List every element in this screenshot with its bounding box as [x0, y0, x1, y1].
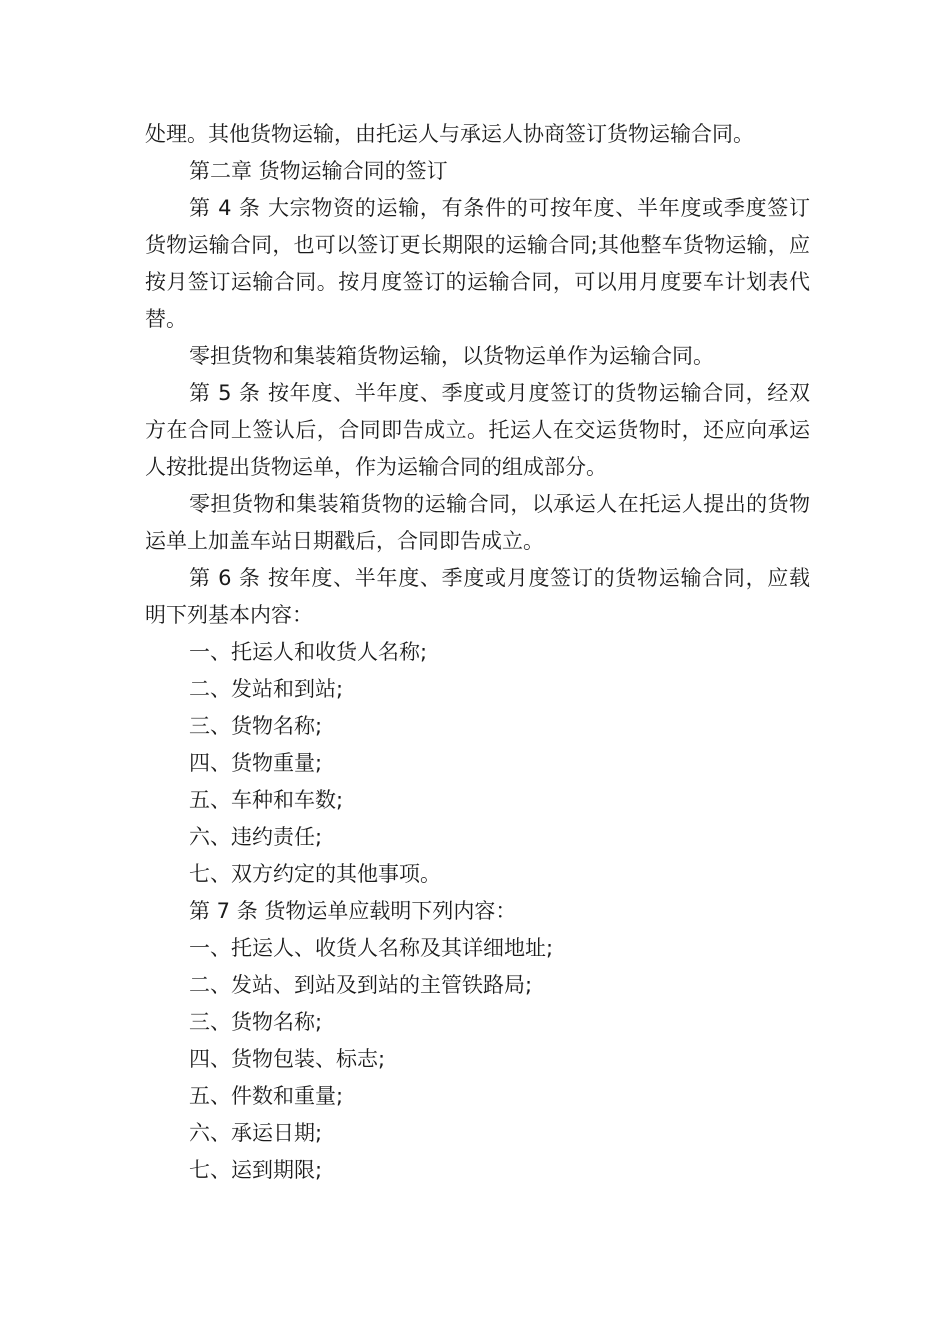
- document-body: [145, 116, 810, 1189]
- article-7-item-5: 五、件数和重量;: [189, 1084, 344, 1108]
- article-6-item-2: 二、发站和到站;: [189, 677, 344, 701]
- article-7-item-2: 二、发站、到站及到站的主管铁路局;: [189, 973, 533, 997]
- paragraph-less-than-carload: 零担货物和集装箱货物运输，以货物运单作为运输合同。: [189, 344, 714, 368]
- article-6: 第 6 条 按年度、半年度、季度或月度签订的货物运输合同，应载明下列基本内容：: [145, 566, 810, 627]
- paragraph-continuation: 处理。其他货物运输，由托运人与承运人协商签订货物运输合同。: [145, 122, 754, 146]
- article-7: 第 7 条 货物运单应载明下列内容：: [189, 899, 517, 923]
- chapter-heading: 第二章 货物运输合同的签订: [189, 159, 448, 183]
- article-7-item-1: 一、托运人、收货人名称及其详细地址;: [189, 936, 554, 960]
- article-5: 第 5 条 按年度、半年度、季度或月度签订的货物运输合同，经双方在合同上签认后，合同即告成立。托运人在交运货物时，还应向承运人按批提出货物运单，作为运输合同的组成部分。: [145, 381, 810, 479]
- article-7-item-6: 六、承运日期;: [189, 1121, 323, 1145]
- article-6-item-4: 四、货物重量;: [189, 751, 323, 775]
- article-6-item-3: 三、货物名称;: [189, 714, 323, 738]
- article-7-item-7: 七、运到期限;: [189, 1158, 323, 1182]
- article-6-item-1: 一、托运人和收货人名称;: [189, 640, 428, 664]
- article-6-item-7: 七、双方约定的其他事项。: [189, 862, 441, 886]
- article-4: 第 4 条 大宗物资的运输，有条件的可按年度、半年度或季度签订货物运输合同，也可以签订更长期限的运输合同;其他整车货物运输，应按月签订运输合同。按月度签订的运输合同，可以用月度要车计划表代替。: [145, 196, 810, 331]
- article-7-item-4: 四、货物包装、标志;: [189, 1047, 386, 1071]
- paragraph-container-contract: 零担货物和集装箱货物的运输合同，以承运人在托运人提出的货物运单上加盖车站日期戳后，合同即告成立。: [145, 492, 810, 553]
- article-7-item-3: 三、货物名称;: [189, 1010, 323, 1034]
- article-6-item-6: 六、违约责任;: [189, 825, 323, 849]
- article-6-item-5: 五、车种和车数;: [189, 788, 344, 812]
